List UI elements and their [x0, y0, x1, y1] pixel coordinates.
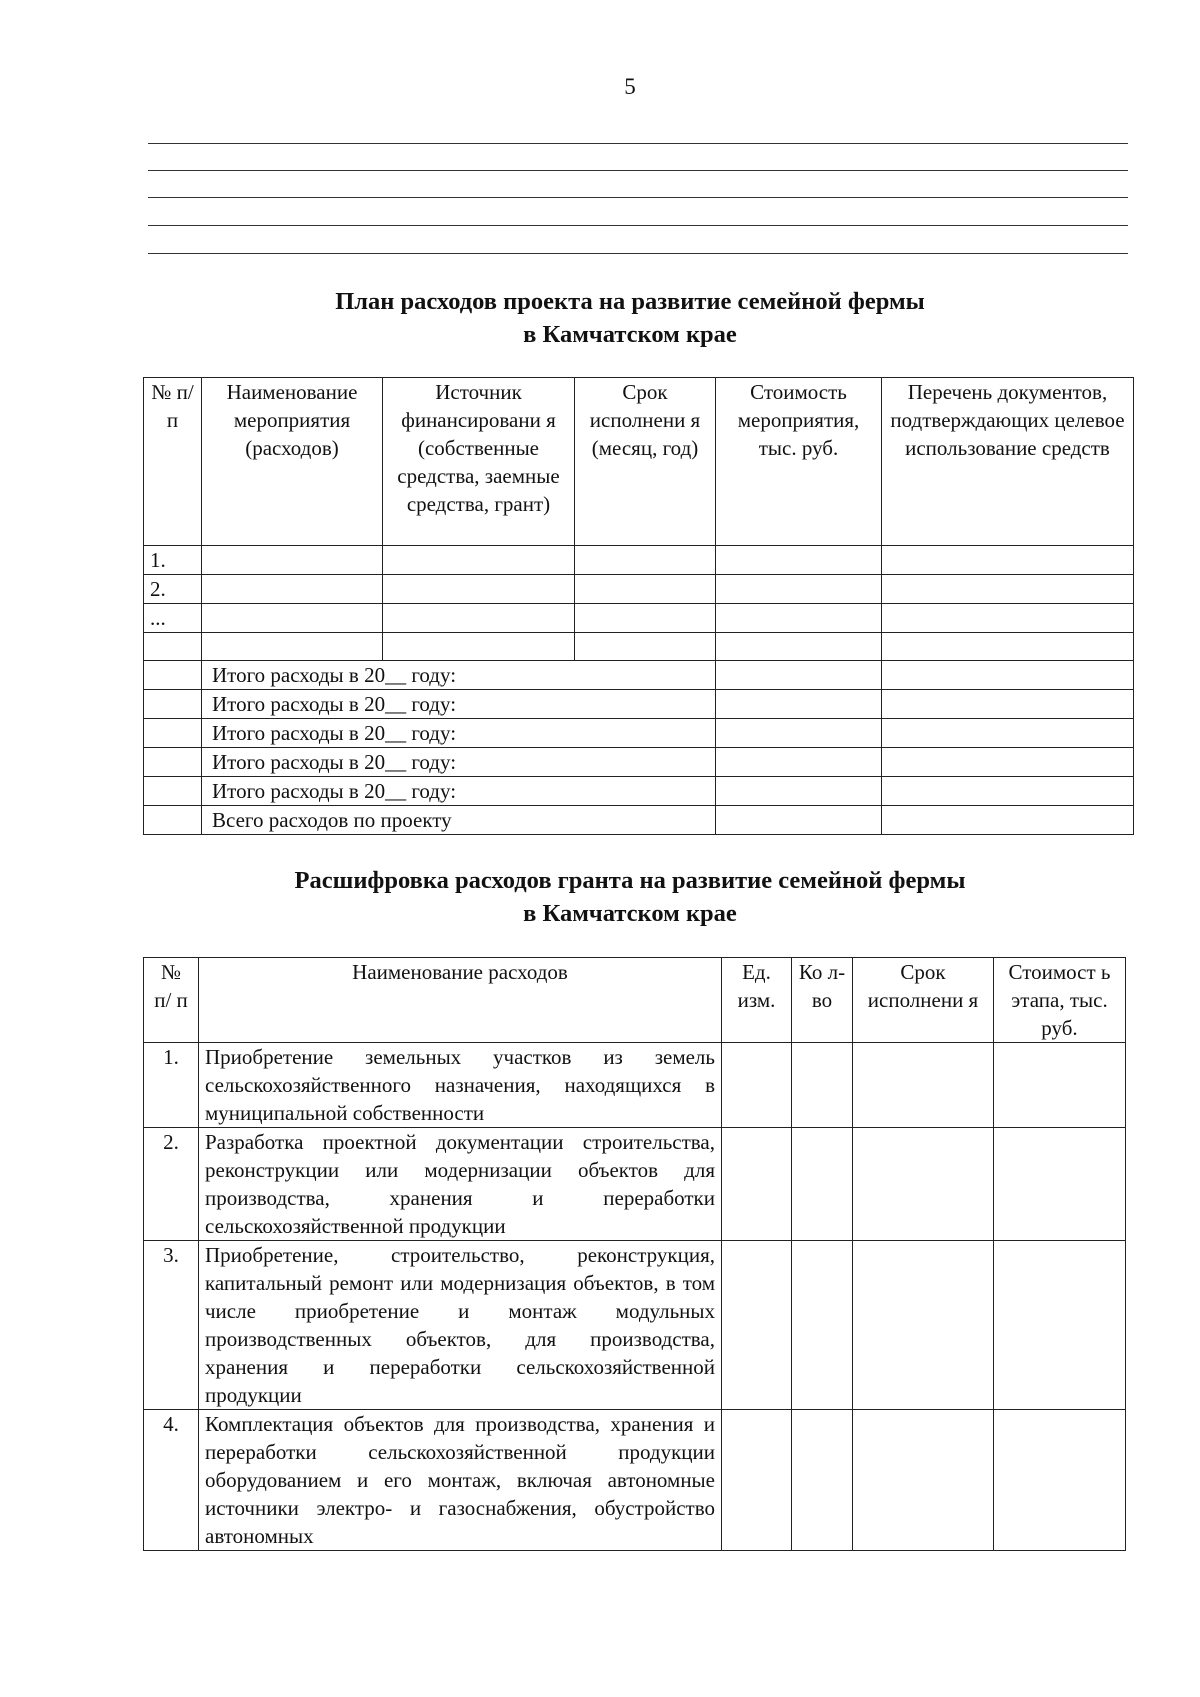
grant-cell — [722, 1410, 792, 1551]
plan-table — [143, 377, 1134, 835]
plan-total-row — [144, 719, 1134, 748]
grant-row-num: 4. — [144, 1410, 199, 1551]
grant-header-num: № п/ п — [144, 958, 199, 1043]
plan-row-num — [144, 633, 202, 661]
grant-cell — [994, 1410, 1126, 1551]
plan-cell — [144, 690, 202, 719]
grant-cell — [994, 1043, 1126, 1128]
grant-row — [144, 1043, 1126, 1128]
plan-cell — [383, 546, 575, 575]
plan-cell — [716, 633, 882, 661]
plan-cell — [882, 690, 1134, 719]
plan-cell — [716, 575, 882, 604]
grant-cell — [792, 1128, 853, 1241]
grant-header-unit: Ед. изм. — [722, 958, 792, 1043]
plan-grand-total-label: Всего расходов по проекту — [202, 806, 716, 835]
page-number: 5 — [624, 74, 636, 99]
plan-cell — [882, 748, 1134, 777]
grant-row — [144, 1410, 1126, 1551]
plan-cell — [202, 604, 383, 633]
plan-row-num: 1. — [144, 546, 202, 575]
plan-header-num: № п/п — [144, 378, 202, 546]
grant-cell — [994, 1241, 1126, 1410]
grant-cell — [722, 1241, 792, 1410]
plan-total-label: Итого расходы в 20__ году: — [202, 719, 716, 748]
grant-cell — [853, 1128, 994, 1241]
plan-cell — [882, 546, 1134, 575]
grant-row-text: Комплектация объектов для производства, хранения и переработки сельскохозяйственной продукции оборудованием и его монтаж, включая автономные источники электро- и газоснабжения, обустройство автономных — [199, 1410, 722, 1551]
grant-cell — [792, 1410, 853, 1551]
plan-total-row — [144, 690, 1134, 719]
grant-row — [144, 1241, 1126, 1410]
grant-row-text: Приобретение земельных участков из земель сельскохозяйственного назначения, находящихся в муниципальной собственности — [199, 1043, 722, 1128]
plan-cell — [716, 806, 882, 835]
plan-cell — [716, 719, 882, 748]
plan-cell — [882, 719, 1134, 748]
grant-cell — [792, 1043, 853, 1128]
plan-cell — [716, 690, 882, 719]
plan-cell — [882, 777, 1134, 806]
plan-cell — [882, 661, 1134, 690]
grant-table — [143, 957, 1126, 1551]
plan-cell — [202, 546, 383, 575]
grant-header-term: Срок исполнени я — [853, 958, 994, 1043]
grant-cell — [853, 1043, 994, 1128]
grant-row-num: 1. — [144, 1043, 199, 1128]
grant-title — [0, 864, 1200, 930]
plan-total-row — [144, 777, 1134, 806]
grant-header-qty: Ко л- во — [792, 958, 853, 1043]
grant-cell — [994, 1128, 1126, 1241]
plan-title-line2: в Камчатском крае — [523, 321, 737, 348]
plan-cell — [575, 604, 716, 633]
plan-total-label: Итого расходы в 20__ году: — [202, 661, 716, 690]
plan-grand-total-row — [144, 806, 1134, 835]
plan-cell — [144, 806, 202, 835]
plan-row-num: 2. — [144, 575, 202, 604]
plan-header-name: Наименование мероприятия (расходов) — [202, 378, 383, 546]
plan-header-row — [144, 378, 1134, 546]
blank-line — [148, 143, 1128, 144]
blank-line — [148, 197, 1128, 198]
plan-cell — [575, 546, 716, 575]
grant-row-num: 3. — [144, 1241, 199, 1410]
plan-header-term: Срок исполнени я (месяц, год) — [575, 378, 716, 546]
plan-header-docs: Перечень документов, подтверждающих целевое использование средств — [882, 378, 1134, 546]
plan-cell — [575, 575, 716, 604]
grant-cell — [792, 1241, 853, 1410]
plan-cell — [202, 575, 383, 604]
grant-cell — [853, 1410, 994, 1551]
plan-title-line1: План расходов проекта на развитие семейной фермы — [335, 288, 925, 315]
grant-header-name: Наименование расходов — [199, 958, 722, 1043]
plan-total-row — [144, 748, 1134, 777]
plan-total-label: Итого расходы в 20__ году: — [202, 748, 716, 777]
blank-line — [148, 225, 1128, 226]
plan-cell — [144, 748, 202, 777]
plan-header-cost: Стоимость мероприятия, тыс. руб. — [716, 378, 882, 546]
plan-cell — [716, 604, 882, 633]
grant-title-line1: Расшифровка расходов гранта на развитие семейной фермы — [294, 867, 966, 894]
blank-line — [148, 170, 1128, 171]
grant-header-row — [144, 958, 1126, 1043]
plan-cell — [716, 748, 882, 777]
plan-cell — [575, 633, 716, 661]
plan-cell — [716, 661, 882, 690]
plan-cell — [383, 575, 575, 604]
grant-cell — [722, 1128, 792, 1241]
plan-cell — [882, 604, 1134, 633]
grant-title-line2: в Камчатском крае — [523, 900, 737, 927]
plan-cell — [716, 546, 882, 575]
plan-cell — [383, 604, 575, 633]
plan-cell — [144, 777, 202, 806]
plan-cell — [144, 719, 202, 748]
plan-row-num: ... — [144, 604, 202, 633]
plan-row — [144, 604, 1134, 633]
plan-row — [144, 633, 1134, 661]
plan-cell — [716, 777, 882, 806]
grant-row-num: 2. — [144, 1128, 199, 1241]
grant-header-cost: Стоимост ь этапа, тыс. руб. — [994, 958, 1126, 1043]
plan-cell — [882, 575, 1134, 604]
plan-total-label: Итого расходы в 20__ году: — [202, 690, 716, 719]
plan-cell — [882, 633, 1134, 661]
grant-row-text: Разработка проектной документации строительства, реконструкции или модернизации объектов для производства, хранения и переработки сельскохозяйственной продукции — [199, 1128, 722, 1241]
grant-cell — [853, 1241, 994, 1410]
grant-row — [144, 1128, 1126, 1241]
plan-cell — [144, 661, 202, 690]
plan-row — [144, 546, 1134, 575]
plan-total-label: Итого расходы в 20__ году: — [202, 777, 716, 806]
plan-cell — [882, 806, 1134, 835]
plan-header-source: Источник финансировани я (собственные средства, заемные средства, грант) — [383, 378, 575, 546]
grant-row-text: Приобретение, строительство, реконструкция, капитальный ремонт или модернизация объектов, в том числе приобретение и монтаж модульных производственных объектов, для производства, хранения и переработки сельскохозяйственной продукции — [199, 1241, 722, 1410]
blank-line — [148, 253, 1128, 254]
plan-cell — [383, 633, 575, 661]
plan-row — [144, 575, 1134, 604]
grant-cell — [722, 1043, 792, 1128]
plan-total-row — [144, 661, 1134, 690]
plan-cell — [202, 633, 383, 661]
plan-title — [0, 285, 1200, 351]
